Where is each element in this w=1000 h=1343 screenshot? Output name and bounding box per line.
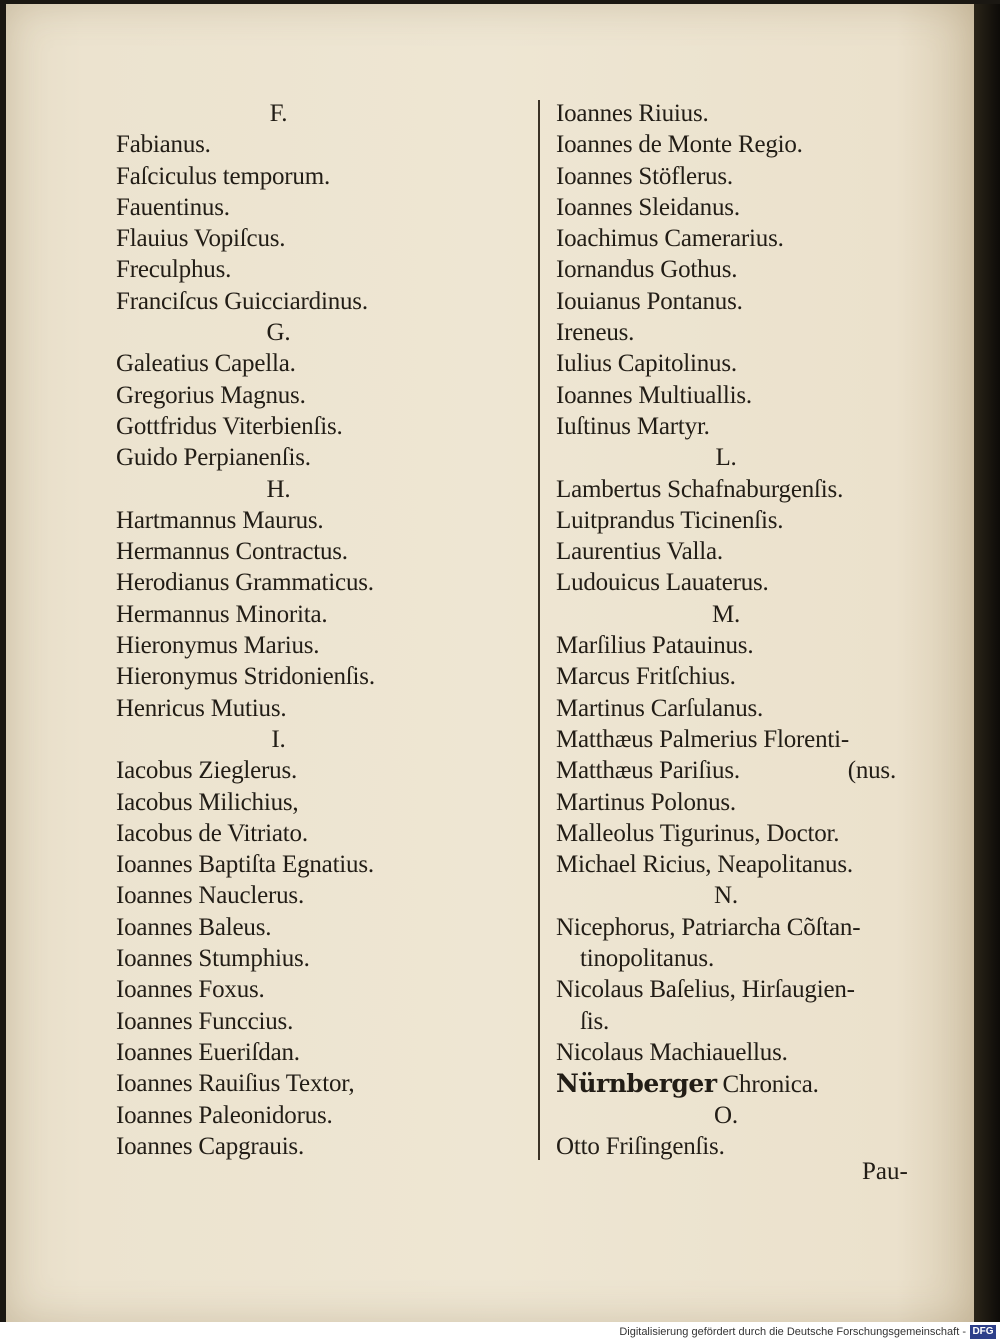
index-entry: Ioannes Capgrauis. [116,1132,305,1160]
index-entry: Hartmannus Maurus. [116,506,324,534]
index-entry: Galeatius Capella. [116,350,296,378]
index-entry: Michael Ricius, Neapolitanus. [556,851,853,879]
index-entry: Ioannes Foxus. [116,976,265,1004]
index-entry: Henricus Mutius. [116,694,287,722]
section-letter: M. [711,600,741,628]
index-entry: tinopolitanus. [580,945,715,973]
section-letter: I. [271,725,286,753]
index-entry: Marſilius Patauinus. [556,632,754,660]
index-entry: Iouianus Pontanus. [556,287,743,315]
index-entry: Ioannes Rauiſius Textor, [116,1070,355,1098]
index-entry: Martinus Carſulanus. [556,694,764,722]
index-entry: Faſciculus temporum. [116,162,331,190]
footer-credit: Digitalisierung gefördert durch die Deutsche Forschungsgemeinschaft - [619,1326,966,1338]
section-letter: G. [266,319,291,347]
entry-text: Matthæus Pariſius. [556,757,740,785]
index-entry: Ioannes Paleonidorus. [116,1101,333,1129]
book-edge-shadow [974,4,1000,1322]
index-entry: Nicolaus Machiauellus. [556,1038,788,1066]
dfg-logo: DFG [970,1325,996,1339]
index-entry: Gregorius Magnus. [116,381,306,409]
index-entry: Martinus Polonus. [556,788,736,816]
index-entry: Nicolaus Baſelius, Hirſaugien- [556,976,855,1004]
index-entry: Ioannes de Monte Regio. [556,131,803,159]
index-entry: Gottfridus Viterbienſis. [116,412,343,440]
index-entry: Iornandus Gothus. [556,256,738,284]
entry-text: Chronica. [716,1071,819,1099]
index-entry: Iuſtinus Martyr. [556,412,710,440]
section-letter: O. [714,1101,738,1129]
index-entry: Ioachimus Camerarius. [556,225,784,253]
blackletter-word: Nürnberger [556,1069,717,1099]
index-entry: Fabianus. [116,131,211,159]
index-entry: Hermannus Minorita. [116,600,328,628]
index-entry: Hermannus Contractus. [116,538,348,566]
index-entry: Ioannes Sleidanus. [556,193,740,221]
index-entry: Ioannes Funccius. [116,1007,294,1035]
index-entry [556,755,896,786]
index-entry: Iulius Capitolinus. [556,350,737,378]
section-letter: F. [269,100,288,127]
index-entry: Ioannes Nauclerus. [116,882,304,910]
index-entry: Ireneus. [556,319,635,347]
index-entry: Lambertus Schafnaburgenſis. [556,475,844,503]
index-entry: Ioannes Baleus. [116,913,272,941]
catchword: Pau- [862,1158,908,1185]
index-entry: Iacobus de Vitriato. [116,819,308,847]
index-entry: Hieronymus Stridonienſis. [116,663,375,691]
footer-bar [0,1322,1000,1343]
index-entry: Freculphus. [116,256,232,284]
index-entry: Ioannes Multiuallis. [556,381,752,409]
index-entry: Matthæus Palmerius Florenti- [556,725,849,753]
index-entry: Ioannes Stumphius. [116,945,310,973]
index-entry: Otto Friſingenſis. [556,1132,725,1160]
index-entry: Iacobus Milichius, [116,788,299,816]
index-entry: Marcus Fritſchius. [556,663,736,691]
right-column [556,98,936,1162]
index-entry: Laurentius Valla. [556,538,723,566]
index-entry: Flauius Vopiſcus. [116,225,286,253]
index-entry: Fauentinus. [116,193,230,221]
index-entry: ſis. [580,1007,610,1035]
index-entry: Guido Perpianenſis. [116,444,311,472]
section-letter: N. [714,882,738,910]
index-entry: Ioannes Eueriſdan. [116,1038,300,1066]
index-entry: Franciſcus Guicciardinus. [116,287,368,315]
index-entry: Ioannes Baptiſta Egnatius. [116,851,374,879]
index-entry [556,1068,936,1099]
left-column [116,98,526,1162]
index-entry: Iacobus Zieglerus. [116,757,298,785]
index-entry: Hieronymus Marius. [116,632,320,660]
index-entry: Nicephorus, Patriarcha Cõſtan- [556,913,861,941]
column-divider [538,100,540,1160]
section-letter: L. [715,444,737,472]
index-entry: Ludouicus Lauaterus. [556,569,769,597]
entry-continuation: (nus. [847,757,896,785]
index-entry: Malleolus Tigurinus, Doctor. [556,819,840,847]
index-entry: Ioannes Riuius. [556,100,709,127]
index-entry: Luitprandus Ticinenſis. [556,506,784,534]
section-letter: H. [266,475,291,503]
index-entry: Ioannes Stöflerus. [556,162,733,190]
index-entry: Herodianus Grammaticus. [116,569,374,597]
